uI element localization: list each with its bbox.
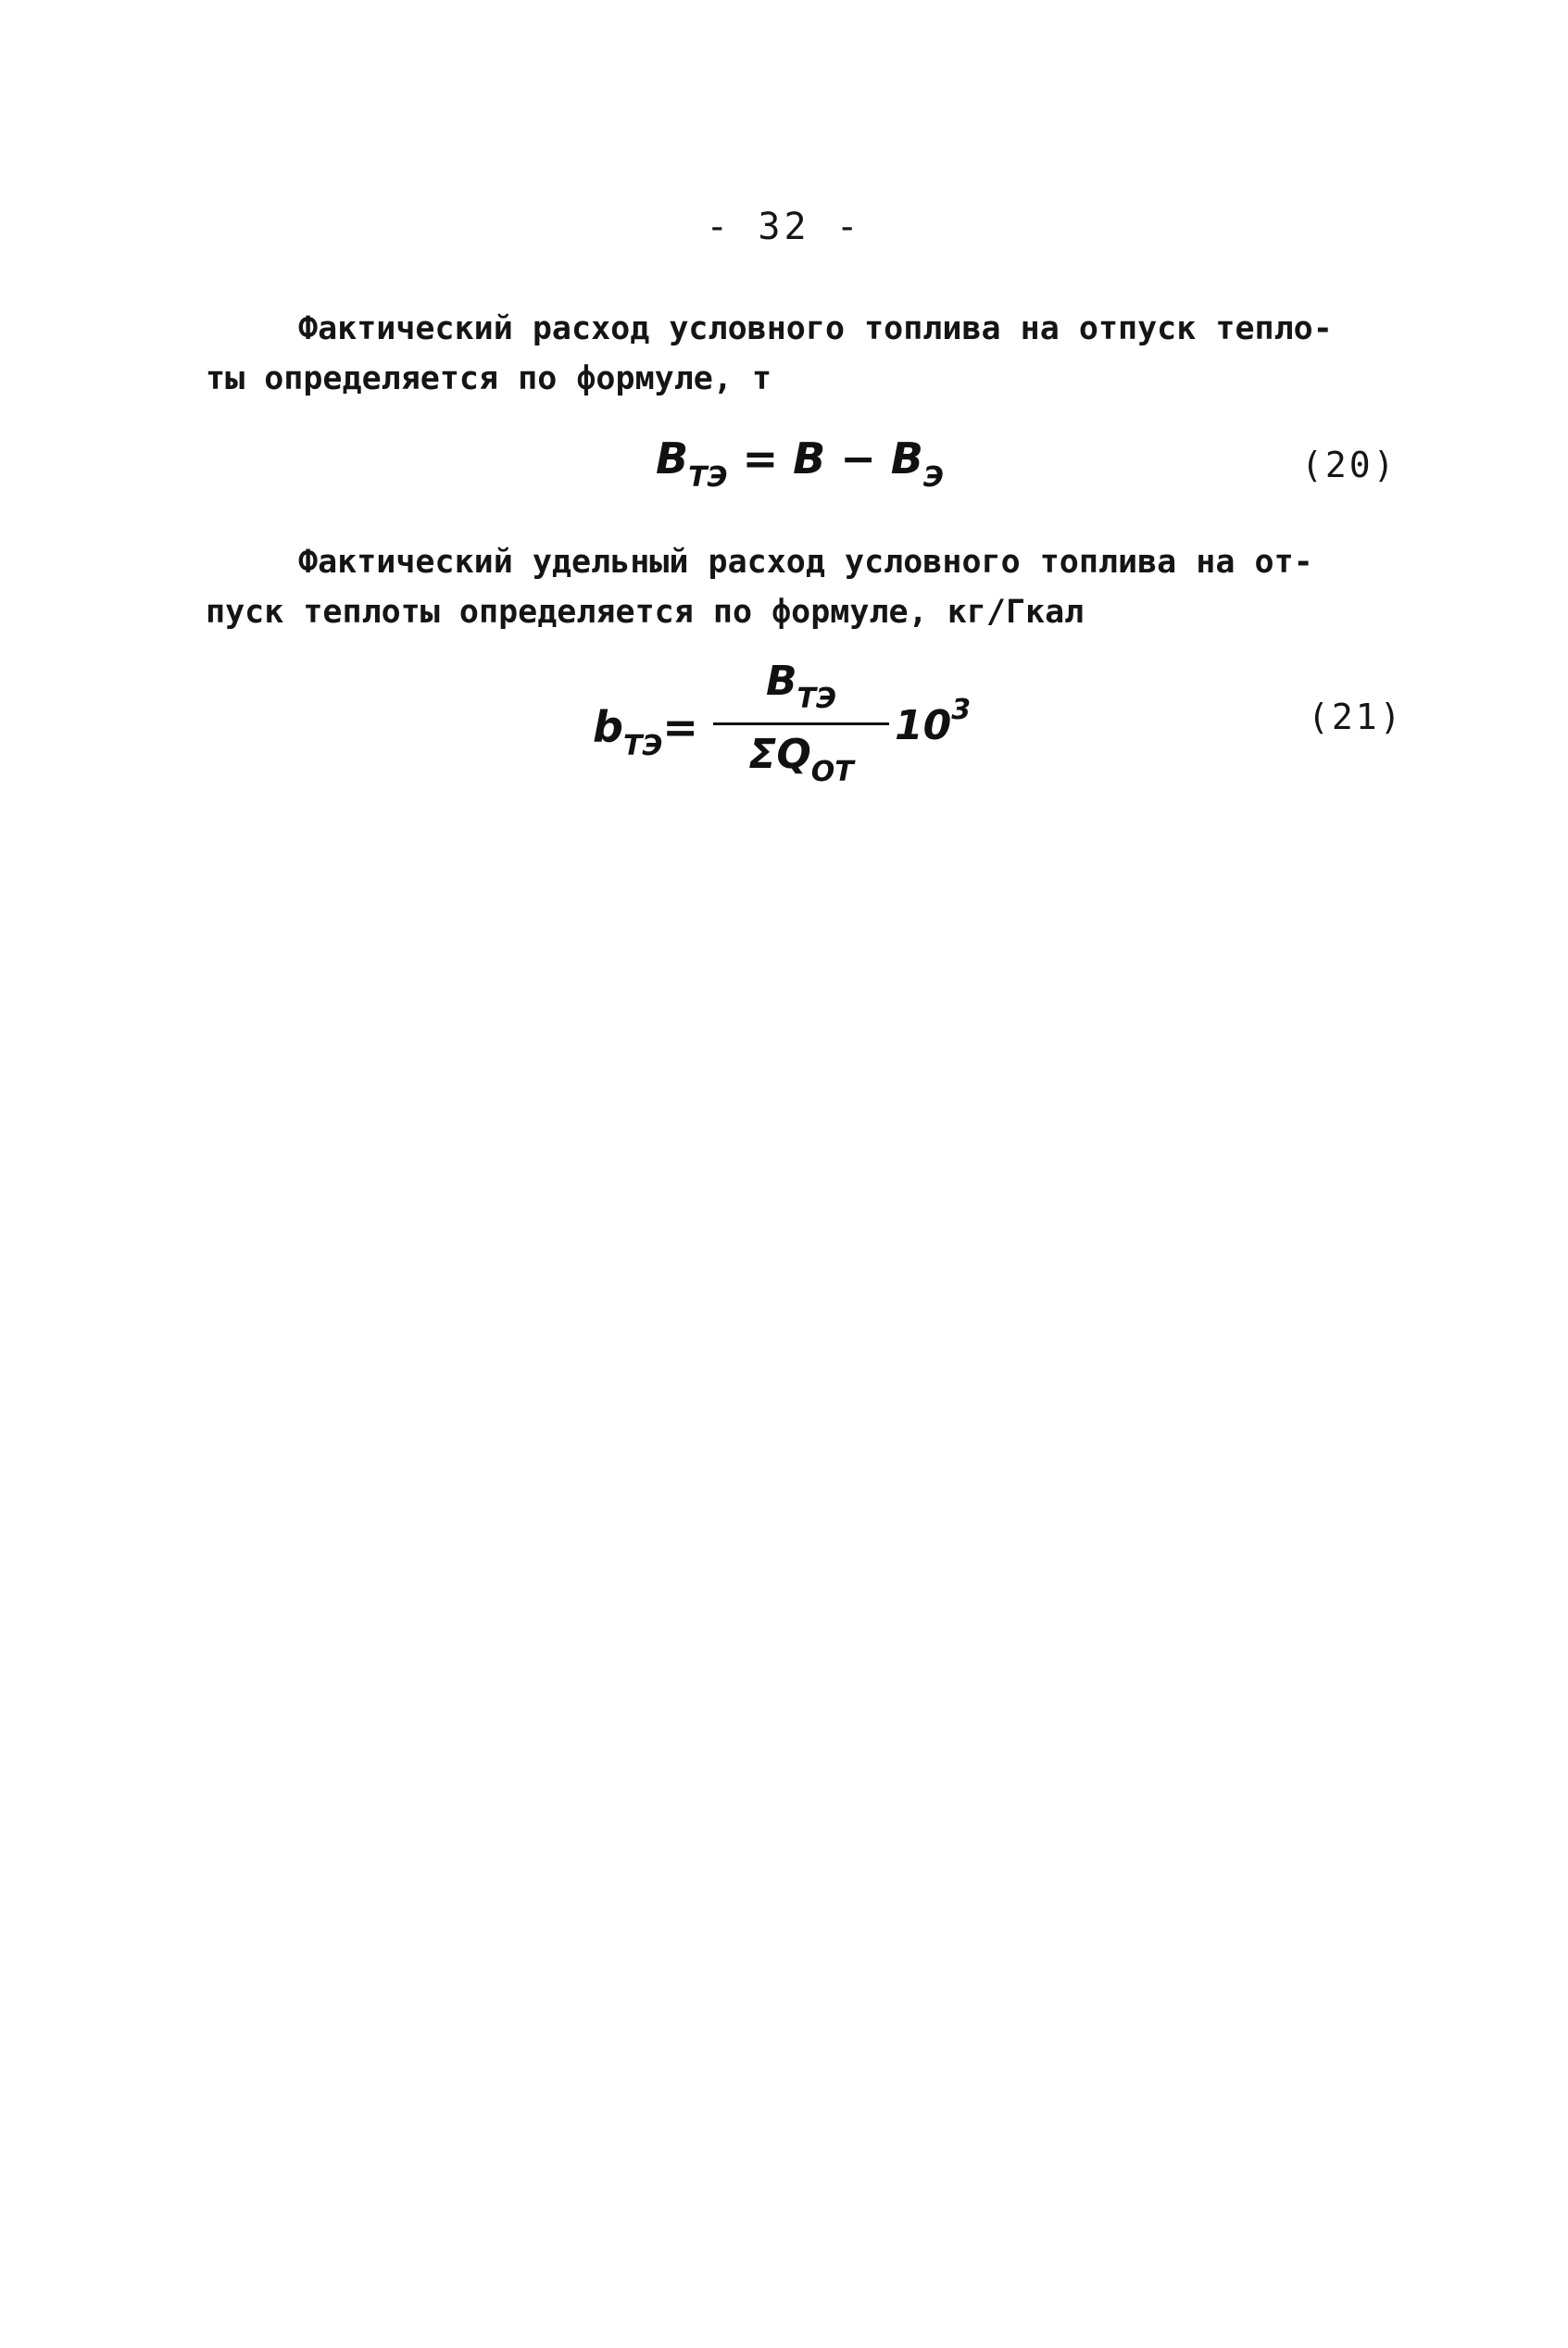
formula-symbol: B: [793, 433, 826, 483]
paragraph-line: Фактический расход условного топлива на отпуск тепло-: [298, 310, 1333, 347]
formula-symbol: B: [656, 433, 689, 483]
formula-multiplier: [895, 694, 972, 749]
paragraph-line: Фактический удельный расход условного топлива на от-: [298, 544, 1313, 581]
formula-superscript: 3: [951, 694, 972, 726]
paragraph-actual-fuel-consumption: [206, 304, 1410, 404]
page-number: - 32 -: [706, 206, 862, 248]
formula-subscript: ТЭ: [688, 461, 728, 494]
formula-subscript: ОТ: [810, 756, 854, 788]
formula-symbol: b: [593, 702, 623, 752]
formula-symbol: B: [890, 433, 923, 483]
equation-number: (20): [1301, 445, 1398, 485]
formula-symbol: 10: [895, 702, 952, 749]
formula-minus: −: [840, 433, 876, 483]
formula-symbol: B: [765, 658, 797, 705]
formula-subscript: ТЭ: [622, 730, 663, 762]
formula-lhs: [593, 702, 698, 762]
formula-subscript: ТЭ: [797, 683, 837, 715]
paragraph-line: ты определяется по формуле, т: [206, 360, 772, 397]
fraction-denominator: [713, 731, 889, 788]
formula-fraction: [713, 658, 889, 788]
formula-equals: =: [662, 702, 698, 752]
formula-20: [656, 433, 944, 494]
formula-equals: =: [742, 433, 779, 483]
equation-number: (21): [1308, 697, 1404, 737]
paragraph-specific-fuel-consumption: [206, 537, 1410, 637]
formula-21: [593, 658, 982, 797]
paragraph-line: пуск теплоты определяется по формуле, кг/Гкал: [206, 594, 1085, 631]
fraction-bar: [713, 722, 889, 725]
formula-symbol: ΣQ: [748, 731, 811, 778]
formula-subscript: Э: [922, 461, 944, 494]
fraction-numerator: [713, 658, 889, 715]
